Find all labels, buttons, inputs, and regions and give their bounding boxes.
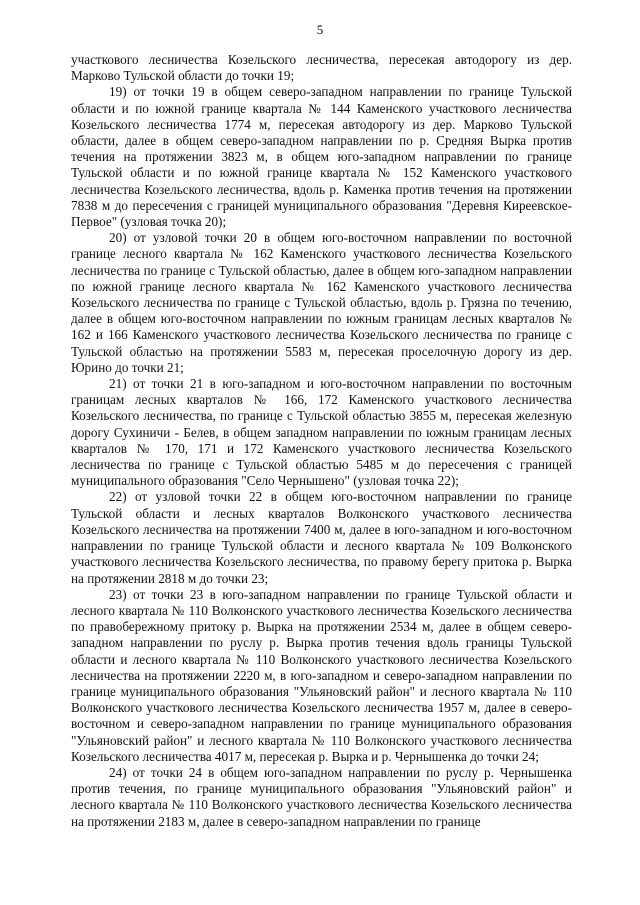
paragraph-point-23: 23) от точки 23 в юго-западном направлении по границе Тульской области и лесного квартала № 110 Волконского участкового лесничества Козельского лесничества по правобережному притоку р. Вырка на протяжении 2534 м, далее в общем северо-западном направлении по руслу р. Вырка против течения вдоль границы Тульской области и лесного квартала № 110 Волконского участкового лесничества Козельского лесничества на протяжении 2220 м, в юго-западном и северо-западном направлении по границе муниципального образования "Ульяновский район" и лесного квартала № 110 Волконского участкового лесничества Козельского лесничества 1957 м, далее в северо-восточном и северо-западном направлении по границе муниципального образования "Ульяновский район" и лесного квартала № 110 Волконского участкового лесничества Козельского лесничества 4017 м, пересекая р. Вырка и р. Чернышенка до точки 24; (71, 586, 572, 764)
paragraph-point-19: 19) от точки 19 в общем северо-западном направлении по границе Тульской области и по южной границе квартала № 144 Каменского участкового лесничества Козельского лесничества 1774 м, пересекая автодорогу из дер. Марково Тульской области, далее в общем северо-западном направлении по р. Средняя Вырка против течения на протяжении 3823 м, в общем юго-западном направлении по границе Тульской области и по южной границе квартала № 152 Каменского участкового лесничества Козельского лесничества, вдоль р. Каменка против течения на протяжении 7838 м до пересечения с границей муниципального образования "Деревня Киреевское-Первое" (узловая точка 20); (71, 84, 572, 230)
page-number: 5 (316, 22, 324, 37)
paragraph-continuation: участкового лесничества Козельского лесничества, пересекая автодорогу из дер. Марково Тульской области до точки 19; (71, 52, 572, 84)
paragraph-point-24: 24) от точки 24 в общем юго-западном направлении по руслу р. Чернышенка против течения, по границе муниципального образования "Ульяновский район" и лесного квартала № 110 Волконского участкового лесничества Козельского лесничества на протяжении 2183 м, далее в северо-западном направлении по границе (71, 764, 572, 829)
paragraph-point-21: 21) от точки 21 в юго-западном и юго-восточном направлении по восточным границам лесных кварталов № 166, 172 Каменского участкового лесничества Козельского лесничества, по границе с Тульской областью 3855 м, пересекая железную дорогу Сухиничи - Белев, в общем западном направлении по южным границам лесных кварталов № 170, 171 и 172 Каменского участкового лесничества Козельского лесничества по границе с Тульской областью 5485 м до пересечения с границей муниципального образования "Село Чернышено" (узловая точка 22); (71, 376, 572, 489)
paragraph-point-20: 20) от узловой точки 20 в общем юго-восточном направлении по восточной границе лесного квартала № 162 Каменского участкового лесничества Козельского лесничества по границе с Тульской областью, далее в общем юго-западном направлении по южной границе лесного квартала № 162 Каменского участкового лесничества Козельского лесничества по границе с Тульской областью, вдоль р. Грязна по течению, далее в общем юго-восточном направлении по южным границам лесных кварталов № 162 и 166 Каменского участкового лесничества Козельского лесничества по границе с Тульской областью на протяжении 5583 м, пересекая проселочную дорогу из дер. Юрино до точки 21; (71, 230, 572, 375)
paragraph-point-22: 22) от узловой точки 22 в общем юго-восточном направлении по границе Тульской области и лесных кварталов Волконского участкового лесничества Козельского лесничества на протяжении 7400 м, далее в юго-западном и юго-восточном направлении по границе Тульской области и лесного квартала № 109 Волконского участкового лесничества Козельского лесничества, по правому берегу притока р. Вырка на протяжении 2818 м до точки 23; (71, 489, 572, 586)
document-body (71, 52, 572, 830)
